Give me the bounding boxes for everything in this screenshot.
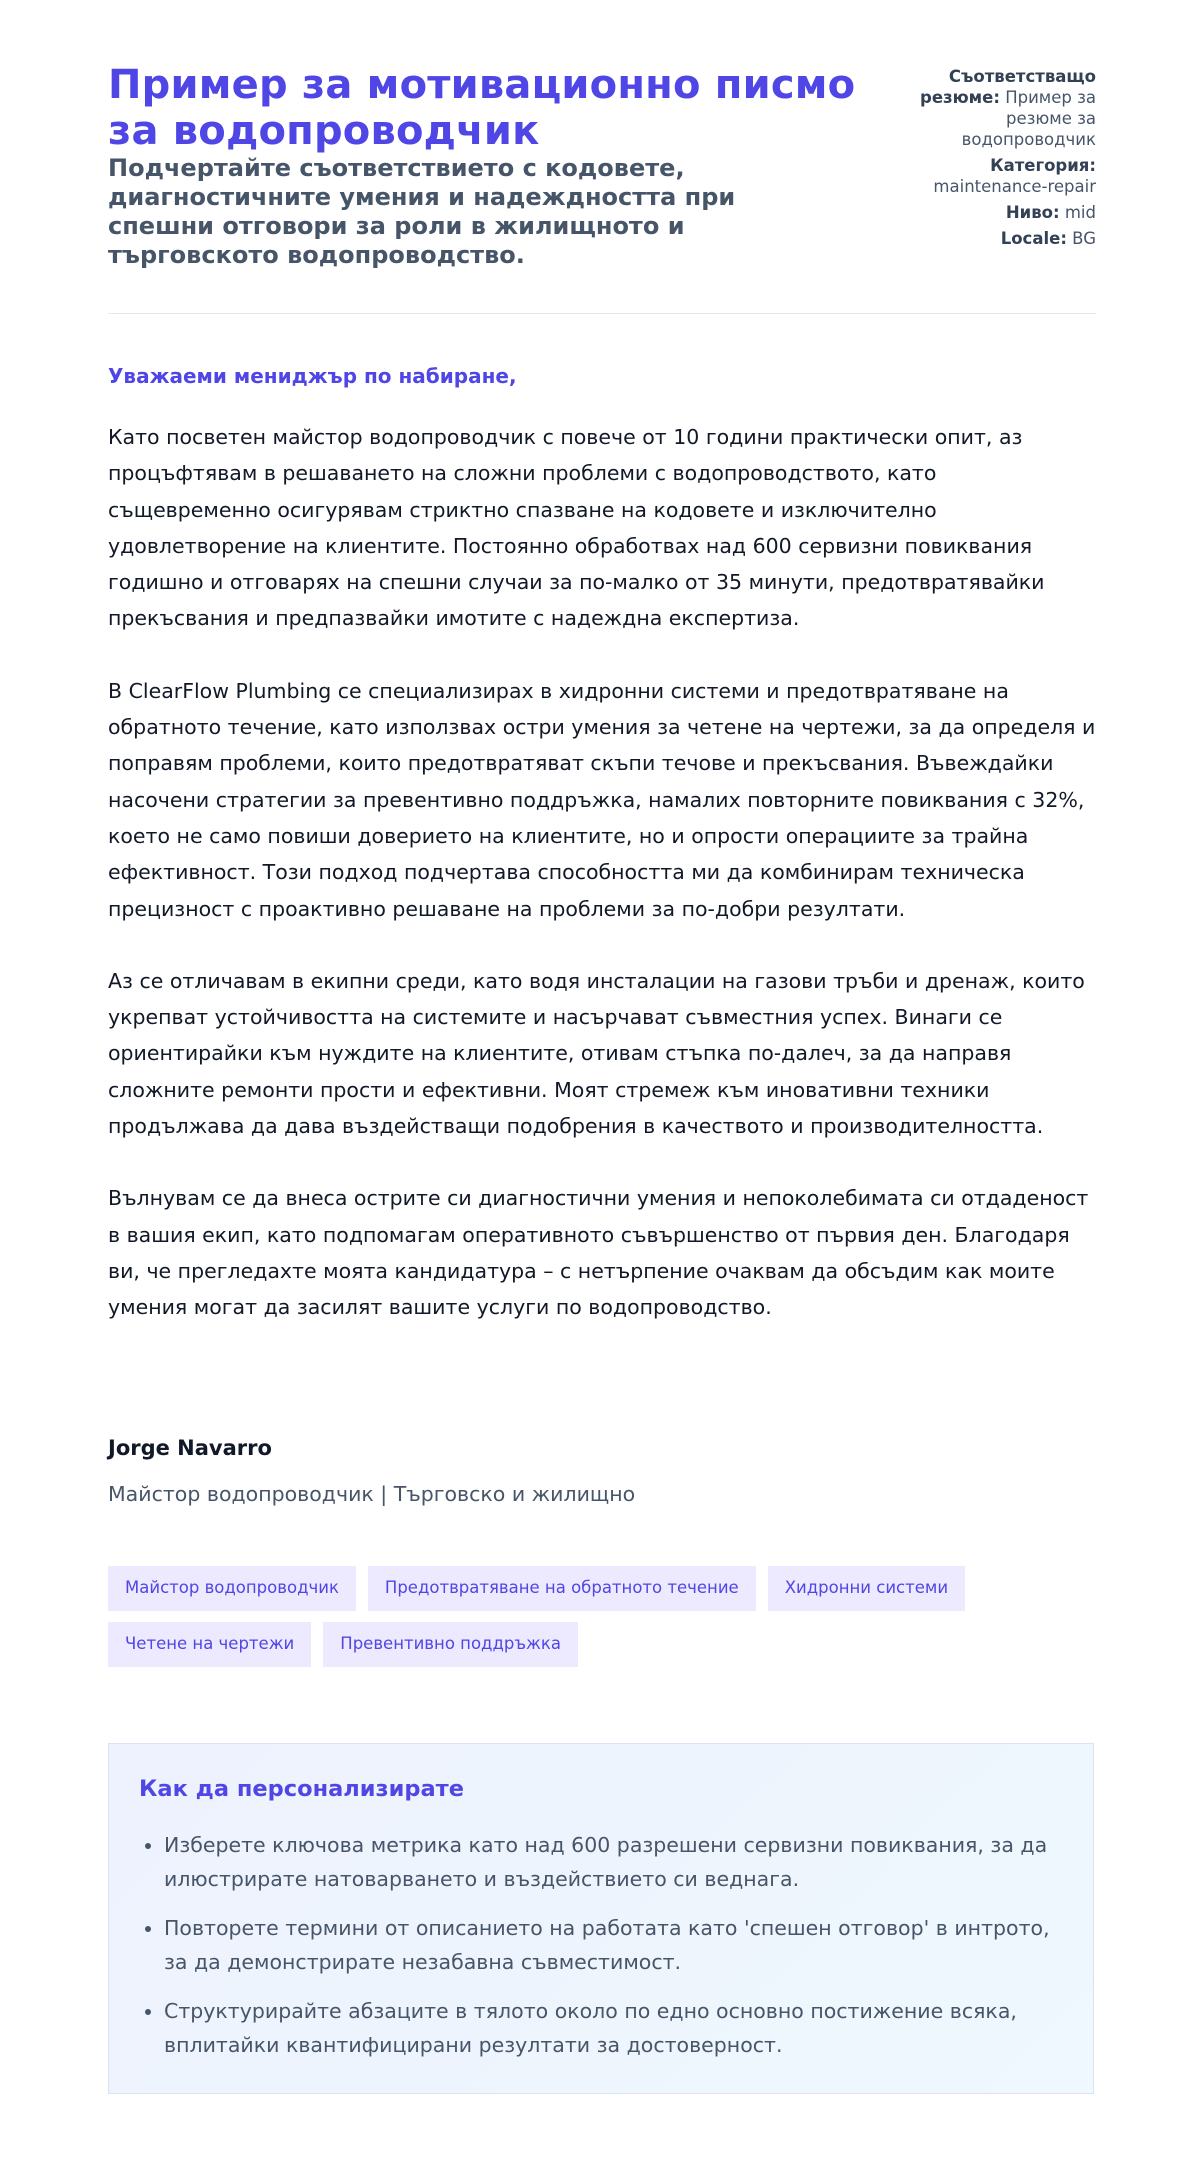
tips-list	[139, 1828, 1064, 2077]
meta-category-value: maintenance-repair	[933, 177, 1096, 196]
header	[108, 62, 1096, 270]
page-subtitle: Подчертайте съответствието с кодовете, диагностичните умения и надеждността при спешни отговори за роли в жилищното и търговското водопроводство.	[108, 154, 736, 269]
skill-tag: Превентивно поддръжка	[323, 1622, 578, 1667]
meta-locale-value: BG	[1072, 229, 1096, 248]
meta-resume	[876, 66, 1096, 150]
customization-tips	[108, 1743, 1094, 2094]
signature-role: Майстор водопроводчик | Търговско и жилищно	[108, 1482, 636, 1506]
skill-tag: Майстор водопроводчик	[108, 1566, 356, 1611]
meta-category	[876, 155, 1096, 197]
meta-resume-label: Съответстващо резюме:	[920, 67, 1096, 107]
letter-paragraph: Като посветен майстор водопроводчик с повече от 10 години практически опит, аз процъфтявам в решаването на сложни проблеми с водопроводството, като същевременно осигурявам стриктно спазване на кодовете и изключително удовлетворение на клиентите. Постоянно обработвах над 600 сервизни повиквания годишно и отговарях на спешни случаи за по-малко от 35 минути, предотвратявайки прекъсвания и предпазвайки имотите с надеждна експертиза.	[108, 425, 1045, 631]
tips-title: Как да персонализирате	[139, 1776, 464, 1802]
meta-locale	[876, 228, 1096, 249]
header-divider	[108, 313, 1096, 314]
meta-category-label: Категория:	[990, 156, 1096, 175]
letter-paragraph: В ClearFlow Plumbing се специализирах в хидронни системи и предотвратяване на обратното течение, като използвах остри умения за четене на чертежи, за да определя и поправям проблеми, които предотвратяват скъпи течове и прекъсвания. Въвеждайки насочени стратегии за превентивно поддръжка, намалих повторните повиквания с 32%, което не само повиши доверието на клиентите, но и опрости операциите за трайна ефективност. Този подход подчертава способността ми да комбинирам техническа прецизност с проактивно решаване на проблеми за по-добри резултати.	[108, 678, 1096, 921]
meta-level-label: Ниво:	[1005, 203, 1060, 222]
skill-tag: Предотвратяване на обратното течение	[368, 1566, 756, 1611]
meta-locale-label: Locale:	[1000, 229, 1067, 248]
tips-list-item: • Структурирайте абзаците в тялото около по едно основно постижение всяка, вплитайки квантифицирани резултати за достоверност.	[164, 1994, 1064, 2062]
page-title: Пример за мотивационно писмо за водопроводчик	[108, 62, 856, 154]
meta-level-value: mid	[1064, 203, 1096, 222]
skill-tags	[108, 1566, 1108, 1667]
meta-panel	[876, 66, 1096, 254]
letter-paragraph: Вълнувам се да внеса острите си диагностични умения и непоколебимата си отдаденост в вашия екип, като подпомагам оперативното съвършенство от първия ден. Благодаря ви, че прегледахте моята кандидатура – с нетърпение очаквам да обсъдим как моите умения могат да засилят вашите услуги по водопроводство.	[108, 1186, 1089, 1320]
skill-tag: Четене на чертежи	[108, 1622, 311, 1667]
tips-list-item: • Повторете термини от описанието на работата като 'спешен отговор' в интрото, за да демонстрирате незабавна съвместимост.	[164, 1911, 1064, 1979]
letter-paragraph: Аз се отличавам в екипни среди, като водя инсталации на газови тръби и дренаж, които укрепват устойчивостта на системите и насърчават съвместния успех. Винаги се ориентирайки към нуждите на клиентите, отивам стъпка по-далеч, за да направя сложните ремонти прости и ефективни. Моят стремеж към иновативни техники продължава да дава въздействащи подобрения в качеството и производителността.	[108, 968, 1085, 1139]
skill-tag: Хидронни системи	[768, 1566, 965, 1611]
letter-greeting: Уважаеми мениджър по набиране,	[108, 364, 517, 388]
letter-body	[108, 419, 1103, 1362]
meta-resume-value[interactable]: Пример за резюме за водопроводчик	[961, 88, 1096, 149]
meta-level	[876, 202, 1096, 223]
tips-list-item: • Изберете ключова метрика като над 600 разрешени сервизни повиквания, за да илюстрирате натоварването и въздействието си веднага.	[164, 1828, 1064, 1896]
signature-name: Jorge Navarro	[108, 1436, 272, 1460]
